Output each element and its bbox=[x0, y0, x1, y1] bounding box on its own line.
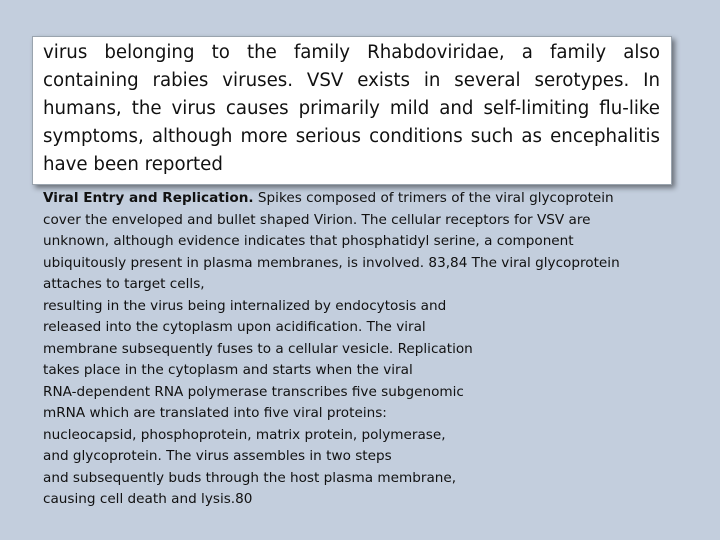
body-line: released into the cytoplasm upon acidification. The viral bbox=[43, 319, 426, 335]
body-line: resulting in the virus being internalized by endocytosis and bbox=[43, 297, 447, 314]
body-line: takes place in the cytoplasm and starts when the viral bbox=[43, 362, 413, 378]
body-line bbox=[43, 188, 668, 210]
body-line: causing cell death and lysis.80 bbox=[43, 491, 253, 507]
body-paragraph bbox=[43, 188, 668, 511]
body-line: membrane subsequently fuses to a cellular vesicle. Replication bbox=[43, 340, 473, 357]
body-line: and glycoprotein. The virus assembles in two steps bbox=[43, 448, 392, 464]
callout-box bbox=[32, 36, 672, 185]
body-line: cover the enveloped and bullet shaped Virion. The cellular receptors for VSV are bbox=[43, 211, 591, 228]
section-heading: Viral Entry and Replication. bbox=[43, 190, 254, 206]
body-line: ubiquitously present in plasma membranes, is involved. 83,84 The viral glycoprotein bbox=[43, 254, 620, 271]
body-line: mRNA which are translated into five viral proteins: bbox=[43, 405, 387, 421]
body-line-text: Spikes composed of trimers of the viral glycoprotein bbox=[253, 190, 614, 206]
body-line: and subsequently buds through the host plasma membrane, bbox=[43, 469, 457, 486]
body-line: RNA-dependent RNA polymerase transcribes five subgenomic bbox=[43, 383, 464, 400]
callout-paragraph: virus belonging to the family Rhabdoviridae, a family also containing rabies viruses. VSV exists in several serotypes. In humans, the virus causes primarily mild and self-limiting flu-like symptoms, although more serious conditions such as encephalitis have been reported bbox=[43, 42, 660, 175]
body-line: nucleocapsid, phosphoprotein, matrix protein, polymerase, bbox=[43, 426, 446, 443]
body-line: attaches to target cells, bbox=[43, 276, 205, 292]
body-line: unknown, although evidence indicates that phosphatidyl serine, a component bbox=[43, 233, 574, 249]
